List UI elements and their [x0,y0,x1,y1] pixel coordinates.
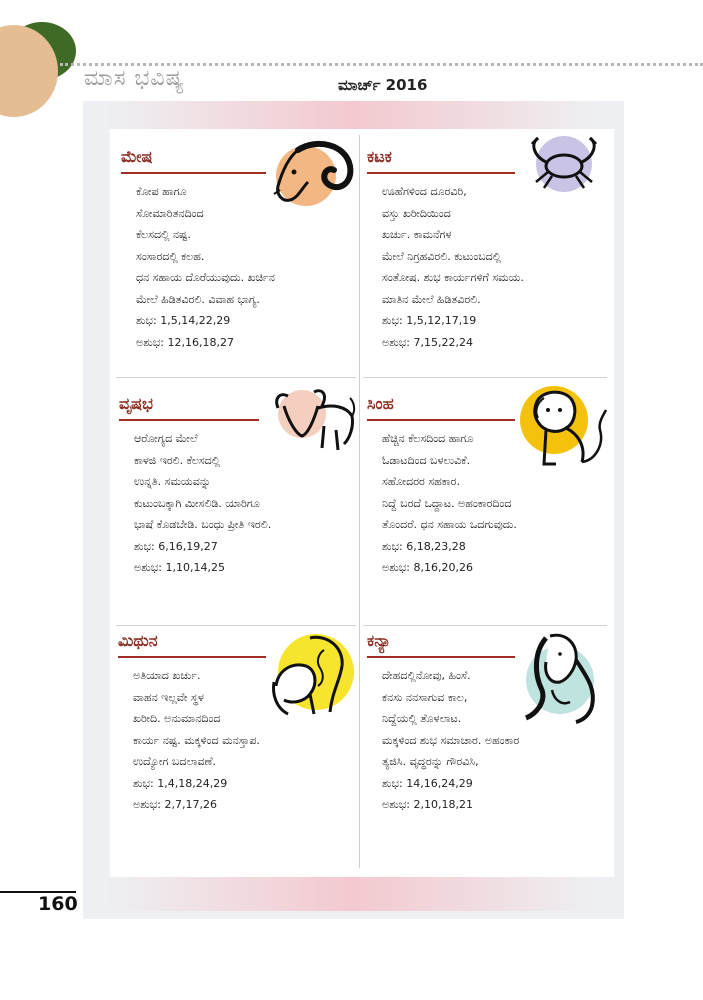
prediction-line: ಕುಟುಂಬಕ್ಕಾಗಿ ಮೀಸಲಿಡಿ. ಯಾರಿಗೂ [134,496,260,510]
title-underline [121,172,266,174]
sign-title: ಕಟಕ [367,147,392,166]
row-divider [363,377,607,378]
title-underline [119,419,259,421]
prediction-line: ಭಾಷೆ ಕೊಡಬೇಡಿ. ಬಂಧು ಪ್ರೀತಿ ಇರಲಿ. [134,518,272,531]
prediction-text [134,428,271,579]
prediction-line: ಆರೋಗ್ಯದ ಮೇಲೆ [134,432,198,445]
prediction-line: ಕಾಳಜಿ ಇರಲಿ. ಕೆಲಸದಲ್ಲಿ [134,453,221,467]
prediction-line: ಉನ್ನತಿ. ಸಮಯವನ್ನು [134,475,211,488]
twins-icon [270,632,358,716]
prediction-line: ತ್ಯಜಿಸಿ. ವೃದ್ಧರನ್ನು ಗೌರವಿಸಿ, [382,755,479,768]
prediction-text [382,181,524,353]
prediction-line: ಸಂಸಾರದಲ್ಲಿ ಕಲಹ. [136,249,205,263]
title-underline [367,172,515,174]
lucky-dates: ಶುಭ: 1,5,14,22,29 [136,314,231,327]
prediction-line: ನಿದ್ದೆ ಬರದೆ ಒದ್ದಾಟ. ಅಹಂಕಾರದಿಂದ [382,496,512,510]
prediction-line: ಉದ್ಯೋಗ ಬದಲಾವಣೆ. [133,755,217,768]
lucky-dates: ಶುಭ: 6,18,23,28 [382,539,466,553]
prediction-line: ಸಹೋದರರ ಸಹಕಾರ. [382,475,460,488]
title-underline [367,656,515,658]
sign-title: ಕನ್ಯಾ [367,631,391,650]
prediction-text [136,181,275,353]
prediction-line: ಕಾರ್ಯ ನಷ್ಟ. ಮಕ್ಕಳಿಂದ ಮನಸ್ತಾಪ. [133,733,260,747]
prediction-line: ಖರ್ಚು. ಕಾಮನೆಗಳ [382,228,452,241]
prediction-line: ಮಾತಿನ ಮೇಲೆ ಹಿಡಿತವಿರಲಿ. [382,292,481,306]
row-divider [116,377,356,378]
prediction-line: ಊಹೆಗಳಿಂದ ದೂರವಿರಿ, [382,185,467,198]
prediction-line: ಹೆಚ್ಚಿನ ಕೆಲಸದಿಂದ ಹಾಗೂ [382,432,474,445]
prediction-line: ವಸ್ತು ಖರೀದಿಯಿಂದ [382,206,451,220]
title-underline [118,656,266,658]
page-header-month: ಮಾರ್ಚ್ 2016 [338,76,428,94]
section-title: ಮಾಸ ಭವಿಷ್ಯ [84,66,185,91]
prediction-line: ದೇಹದಲ್ಲಿನೋವು, ಹಿಂಸೆ. [382,669,471,682]
ram-icon [268,138,360,208]
sign-title: ಸಿಂಹ [367,394,394,413]
lucky-dates: ಶುಭ: 1,5,12,17,19 [382,314,477,327]
row-divider [363,625,607,626]
prediction-line: ವಾಹನ ಇಲ್ಲವೇ ಸ್ಥಳ [133,690,204,704]
prediction-line: ಧನ ಸಹಾಯ ದೊರೆಯುವುದು. ಖರ್ಚಿನ [136,271,275,284]
prediction-text [382,428,517,579]
sign-title: ವೃಷಭ [119,394,153,413]
prediction-line: ಮಕ್ಕಳಿಂದ ಶುಭ ಸಮಾಚಾರ. ಅಹಂಕಾರ [382,733,520,747]
prediction-line: ಸಂತೋಷ. ಶುಭ ಕಾರ್ಯಗಳಿಗೆ ಸಮಯ. [382,271,524,284]
prediction-line: ಮೇಲೆ ನಿಗ್ರಹವಿರಲಿ. ಕುಟುಂಬದಲ್ಲಿ [382,249,502,263]
unlucky-dates: ಅಶುಭ: 12,16,18,27 [136,335,234,349]
prediction-line: ಸೋಮಾರಿತನದಿಂದ [136,206,204,220]
lion-icon [516,384,608,468]
unlucky-dates: ಅಶುಭ: 8,16,20,26 [382,561,473,574]
prediction-line: ಕೆಲಸದಲ್ಲಿ ನಷ್ಟ. [136,228,191,241]
sign-title: ಮೇಷ [121,147,153,166]
title-underline [367,419,515,421]
prediction-text [382,665,519,816]
prediction-line: ಖರೀದಿ. ಅನುಮಾನದಿಂದ [133,712,221,725]
virgo-woman-icon [516,630,606,724]
prediction-line: ಮೇಲೆ ಹಿಡಿತವಿರಲಿ. ವಿವಾಹ ಭಾಗ್ಯ. [136,292,260,306]
prediction-text [133,665,260,816]
unlucky-dates: ಅಶುಭ: 2,7,17,26 [133,798,217,811]
bull-icon [266,386,360,456]
prediction-line: ಓಡಾಟದಿಂದ ಬಳಲುವಿಕೆ. [382,453,471,467]
lucky-dates: ಶುಭ: 14,16,24,29 [382,776,473,790]
prediction-line: ತೊಂದರೆ. ಧನ ಸಹಾಯ ಒದಗುವುದು. [382,518,517,531]
lucky-dates: ಶುಭ: 6,16,19,27 [134,539,218,553]
column-divider [359,135,360,868]
unlucky-dates: ಅಶುಭ: 1,10,14,25 [134,561,225,574]
unlucky-dates: ಅಶುಭ: 2,10,18,21 [382,798,473,811]
sign-title: ಮಿಥುನ [118,631,158,650]
prediction-line: ಕನಸು ನನಸಾಗುವ ಕಾಲ, [382,690,468,704]
top-gradient-band [104,101,602,129]
unlucky-dates: ಅಶುಭ: 7,15,22,24 [382,335,473,349]
bottom-gradient-band [104,877,602,911]
crab-icon [522,134,606,194]
prediction-line: ಅತಿಯಾದ ಖರ್ಚು. [133,669,201,682]
prediction-line: ಕೋಪ ಹಾಗೂ [136,185,187,198]
lucky-dates: ಶುಭ: 1,4,18,24,29 [133,776,228,790]
page-number: 160 [38,893,78,915]
prediction-line: ನಿದ್ದೆಯಲ್ಲಿ ತೊಳಲಾಟ. [382,712,462,725]
row-divider [116,625,356,626]
